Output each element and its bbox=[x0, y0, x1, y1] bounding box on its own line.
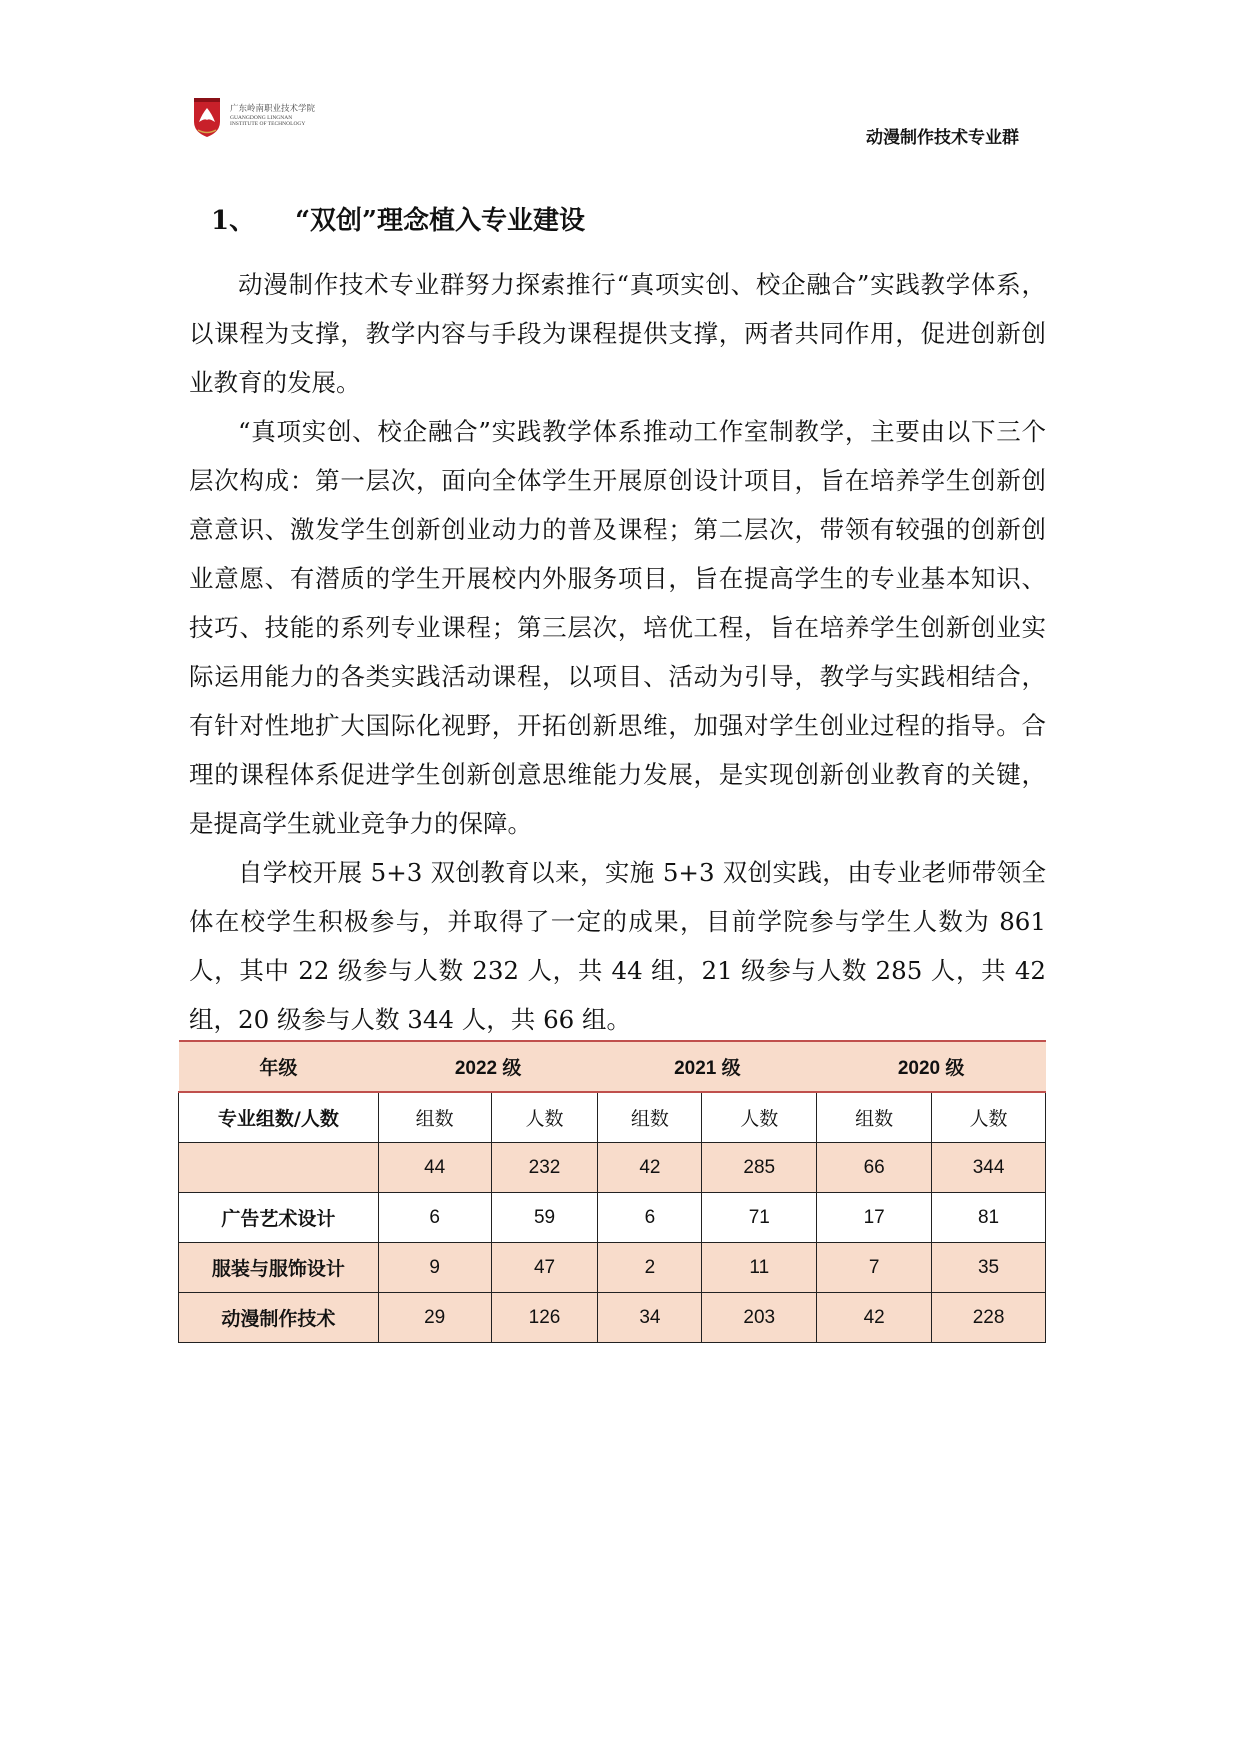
table-cell: 组数 bbox=[378, 1092, 491, 1143]
table-cell: 126 bbox=[491, 1293, 598, 1343]
shield-emblem-icon bbox=[192, 94, 222, 138]
table-row bbox=[179, 1293, 1046, 1343]
header-cell: 年级 bbox=[179, 1041, 379, 1092]
body-text bbox=[189, 260, 1046, 1044]
table-cell: 42 bbox=[817, 1293, 932, 1343]
table-row bbox=[179, 1143, 1046, 1193]
table-cell: 专业组数/人数 bbox=[179, 1092, 379, 1143]
table-cell: 66 bbox=[817, 1143, 932, 1193]
paragraph: 自学校开展 5+3 双创教育以来，实施 5+3 双创实践，由专业老师带领全体在校学生积极参与，并取得了一定的成果，目前学院参与学生人数为 861 人，其中 22 级参与人数 232 人，共 44 组，21 级参与人数 285 人，共 42 组，20 级参与人数 344 人，共 66 组。 bbox=[189, 858, 1046, 1034]
header-title: 动漫制作技术专业群 bbox=[866, 128, 1019, 148]
table-cell: 人数 bbox=[491, 1092, 598, 1143]
table-cell: 285 bbox=[702, 1143, 817, 1193]
table-cell: 2 bbox=[598, 1243, 702, 1293]
paragraph: 动漫制作技术专业群努力探索推行“真项实创、校企融合”实践教学体系，以课程为支撑，教学内容与手段为课程提供支撑，两者共同作用，促进创新创业教育的发展。 bbox=[189, 270, 1046, 397]
section-heading bbox=[211, 200, 585, 237]
table-cell: 17 bbox=[817, 1193, 932, 1243]
table-cell: 7 bbox=[817, 1243, 932, 1293]
table-cell: 29 bbox=[378, 1293, 491, 1343]
table-cell: 71 bbox=[702, 1193, 817, 1243]
participation-table bbox=[178, 1040, 1046, 1343]
table-cell: 34 bbox=[598, 1293, 702, 1343]
table-cell: 组数 bbox=[817, 1092, 932, 1143]
table-cell: 81 bbox=[932, 1193, 1046, 1243]
table-cell: 59 bbox=[491, 1193, 598, 1243]
table-cell: 203 bbox=[702, 1293, 817, 1343]
table-cell: 组数 bbox=[598, 1092, 702, 1143]
table-cell: 9 bbox=[378, 1243, 491, 1293]
section-title: “双创”理念植入专业建设 bbox=[295, 206, 586, 236]
table-cell: 人数 bbox=[702, 1092, 817, 1143]
table-cell: 35 bbox=[932, 1243, 1046, 1293]
table-cell: 广告艺术设计 bbox=[179, 1193, 379, 1243]
school-logo bbox=[192, 94, 320, 138]
section-number: 1、 bbox=[211, 206, 256, 236]
table-cell: 11 bbox=[702, 1243, 817, 1293]
table-cell: 6 bbox=[378, 1193, 491, 1243]
table-cell: 服装与服饰设计 bbox=[179, 1243, 379, 1293]
table-cell: 动漫制作技术 bbox=[179, 1293, 379, 1343]
header-cell: 2022 级 bbox=[378, 1041, 598, 1092]
table-cell: 47 bbox=[491, 1243, 598, 1293]
table-cell bbox=[179, 1143, 379, 1193]
table-cell: 232 bbox=[491, 1143, 598, 1193]
table-cell: 228 bbox=[932, 1293, 1046, 1343]
logo-en-text: GUANGDONG LINGNAN INSTITUTE OF TECHNOLOGY bbox=[230, 114, 306, 127]
table-row bbox=[179, 1193, 1046, 1243]
table-subheader-row bbox=[179, 1092, 1046, 1143]
table-row bbox=[179, 1243, 1046, 1293]
table-cell: 42 bbox=[598, 1143, 702, 1193]
header-cell: 2020 级 bbox=[817, 1041, 1046, 1092]
table-cell: 人数 bbox=[932, 1092, 1046, 1143]
paragraph: “真项实创、校企融合”实践教学体系推动工作室制教学，主要由以下三个层次构成：第一层次，面向全体学生开展原创设计项目，旨在培养学生创新创意意识、激发学生创新创业动力的普及课程；第二层次，带领有较强的创新创业意愿、有潜质的学生开展校内外服务项目，旨在提高学生的专业基本知识、技巧、技能的系列专业课程；第三层次，培优工程，旨在培养学生创新创业实际运用能力的各类实践活动课程，以项目、活动为引导，教学与实践相结合，有针对性地扩大国际化视野，开拓创新思维，加强对学生创业过程的指导。合理的课程体系促进学生创新创意思维能力发展，是实现创新创业教育的关键，是提高学生就业竞争力的保障。 bbox=[189, 417, 1046, 838]
table-cell: 44 bbox=[378, 1143, 491, 1193]
table-cell: 344 bbox=[932, 1143, 1046, 1193]
logo-cn-text: 广东岭南职业技术学院 bbox=[230, 104, 316, 115]
header-cell: 2021 级 bbox=[598, 1041, 817, 1092]
table-cell: 6 bbox=[598, 1193, 702, 1243]
table-header-row bbox=[179, 1041, 1046, 1092]
